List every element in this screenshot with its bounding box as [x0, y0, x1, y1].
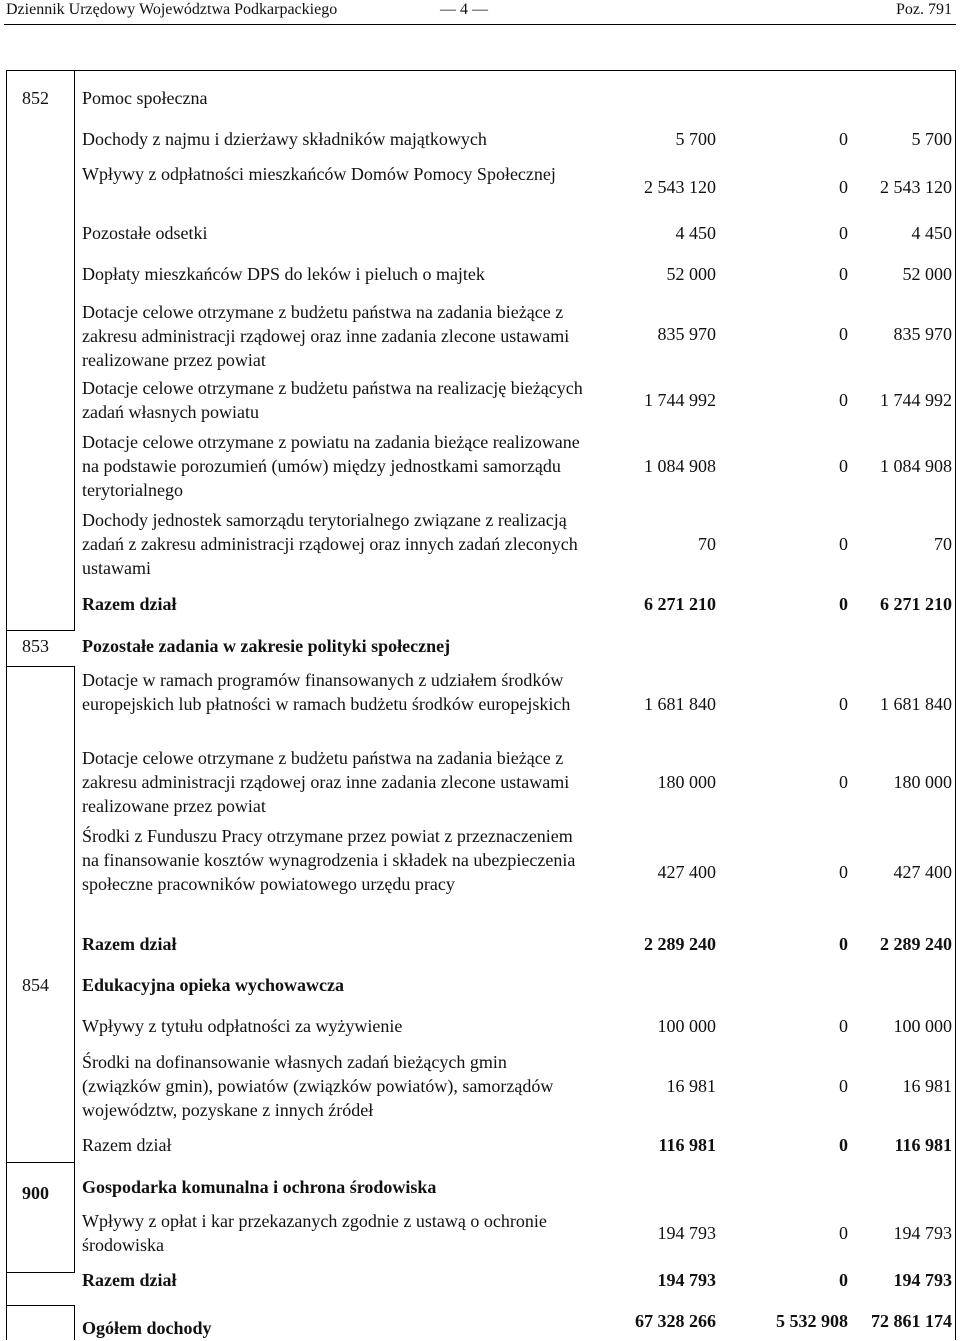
row-description: Środki na dofinansowanie własnych zadań bieżących gmin (związków gmin), powiatów (związków powiatów), samorządów województw, pozyskane z innych źródeł — [82, 1052, 554, 1120]
section-code: 853 — [22, 636, 49, 656]
row-description: Środki z Funduszu Pracy otrzymane przez powiat z przeznaczeniem na finansowanie kosztów wynagrodzenia i składek na ubezpieczenia społeczne pracowników powiatowego urzędu pracy — [82, 826, 576, 894]
grand-total-plan: 67 328 266 — [635, 1311, 716, 1331]
amount-after: 1 681 840 — [880, 694, 952, 714]
total-change: 0 — [839, 1270, 848, 1290]
amount-plan: 1 744 992 — [644, 390, 716, 410]
total-change: 0 — [839, 594, 848, 614]
total-plan: 194 793 — [657, 1270, 716, 1290]
row-description: Wpływy z opłat i kar przekazanych zgodnie z ustawą o ochronie środowiska — [82, 1211, 547, 1255]
total-label: Razem dział — [82, 934, 177, 954]
amount-change: 0 — [839, 264, 848, 284]
amount-plan: 5 700 — [675, 129, 716, 149]
table-left-border — [6, 70, 7, 1340]
code-column-divider — [74, 70, 75, 630]
amount-after: 1 084 908 — [880, 456, 952, 476]
amount-after: 835 970 — [893, 324, 952, 344]
row-description: Pozostałe odsetki — [82, 223, 208, 243]
row-description: Dotacje celowe otrzymane z budżetu państwa na zadania bieżące z zakresu administracji rządowej oraz inne zadania zlecone ustawami realizowane przez powiat — [82, 748, 570, 816]
total-plan: 6 271 210 — [644, 594, 716, 614]
section-title: Pomoc społeczna — [82, 88, 208, 108]
publication-title: Dziennik Urzędowy Województwa Podkarpackiego — [6, 1, 338, 18]
row-description: Dochody jednostek samorządu terytorialnego związane z realizacją zadań z zakresu administracji rządowej oraz innych zadań zleconych ustawami — [82, 510, 578, 578]
section-divider — [6, 630, 75, 631]
amount-plan: 1 681 840 — [644, 694, 716, 714]
total-after: 2 289 240 — [880, 934, 952, 954]
section-title: Pozostałe zadania w zakresie polityki społecznej — [82, 636, 451, 656]
grand-total-label: Ogółem dochody — [82, 1318, 212, 1338]
code-column-divider — [74, 666, 75, 1272]
amount-plan: 180 000 — [657, 772, 716, 792]
amount-change: 0 — [839, 1016, 848, 1036]
total-label: Razem dział — [82, 1135, 172, 1155]
amount-after: 1 744 992 — [880, 390, 952, 410]
section-divider — [6, 1162, 75, 1163]
total-change: 0 — [839, 934, 848, 954]
amount-change: 0 — [839, 390, 848, 410]
amount-after: 4 450 — [911, 223, 952, 243]
table-right-border — [955, 70, 956, 1340]
amount-plan: 427 400 — [657, 862, 716, 882]
grand-total-change: 5 532 908 — [776, 1311, 848, 1331]
amount-change: 0 — [839, 694, 848, 714]
amount-change: 0 — [839, 177, 848, 197]
amount-plan: 4 450 — [675, 223, 716, 243]
row-description: Wpływy z odpłatności mieszkańców Domów Pomocy Społecznej — [82, 164, 556, 184]
amount-change: 0 — [839, 534, 848, 554]
row-description: Dotacje celowe otrzymane z powiatu na zadania bieżące realizowane na podstawie porozumień (umów) między jednostkami samorządu terytorialnego — [82, 432, 580, 500]
amount-after: 16 981 — [902, 1076, 952, 1096]
amount-change: 0 — [839, 129, 848, 149]
page-number: — 4 — — [440, 1, 488, 18]
code-column-divider — [74, 1305, 75, 1340]
total-plan: 2 289 240 — [644, 934, 716, 954]
amount-plan: 70 — [698, 534, 716, 554]
row-description: Dotacje celowe otrzymane z budżetu państwa na zadania bieżące z zakresu administracji rządowej oraz inne zadania zlecone ustawami realizowane przez powiat — [82, 302, 570, 370]
amount-change: 0 — [839, 324, 848, 344]
amount-change: 0 — [839, 1223, 848, 1243]
total-plan: 116 981 — [658, 1135, 716, 1155]
amount-after: 5 700 — [911, 129, 952, 149]
total-label: Razem dział — [82, 594, 177, 614]
amount-plan: 1 084 908 — [644, 456, 716, 476]
amount-plan: 2 543 120 — [644, 177, 716, 197]
amount-after: 52 000 — [902, 264, 952, 284]
row-description: Dotacje w ramach programów finansowanych z udziałem środków europejskich lub płatności w ramach budżetu środków europejskich — [82, 670, 571, 714]
section-code: 900 — [22, 1183, 49, 1203]
amount-change: 0 — [839, 772, 848, 792]
section-code: 854 — [22, 975, 49, 995]
table-top-border — [6, 70, 956, 71]
row-description: Dochody z najmu i dzierżawy składników majątkowych — [82, 129, 487, 149]
section-title: Edukacyjna opieka wychowawcza — [82, 975, 345, 995]
total-after: 116 981 — [894, 1135, 952, 1155]
section-title: Gospodarka komunalna i ochrona środowiska — [82, 1177, 437, 1197]
row-description: Wpływy z tytułu odpłatności za wyżywienie — [82, 1016, 403, 1036]
page-header — [0, 0, 960, 24]
amount-plan: 100 000 — [657, 1016, 716, 1036]
amount-after: 180 000 — [893, 772, 952, 792]
section-code: 852 — [22, 88, 49, 108]
section-divider — [6, 1305, 75, 1306]
row-description: Dotacje celowe otrzymane z budżetu państwa na realizację bieżących zadań własnych powiatu — [82, 378, 583, 422]
amount-change: 0 — [839, 223, 848, 243]
amount-after: 427 400 — [893, 862, 952, 882]
row-description: Dopłaty mieszkańców DPS do leków i pieluch o majtek — [82, 264, 485, 284]
position-number: Poz. 791 — [896, 1, 952, 18]
amount-change: 0 — [839, 456, 848, 476]
amount-change: 0 — [839, 862, 848, 882]
amount-change: 0 — [839, 1076, 848, 1096]
total-after: 6 271 210 — [880, 594, 952, 614]
section-divider — [6, 666, 75, 667]
amount-plan: 835 970 — [657, 324, 716, 344]
total-label: Razem dział — [82, 1270, 177, 1290]
total-after: 194 793 — [893, 1270, 952, 1290]
amount-plan: 16 981 — [666, 1076, 716, 1096]
amount-plan: 52 000 — [666, 264, 716, 284]
amount-after: 70 — [934, 534, 952, 554]
amount-plan: 194 793 — [657, 1223, 716, 1243]
grand-total-after: 72 861 174 — [871, 1311, 952, 1331]
amount-after: 194 793 — [893, 1223, 952, 1243]
amount-after: 100 000 — [893, 1016, 952, 1036]
header-rule — [4, 24, 956, 25]
amount-after: 2 543 120 — [880, 177, 952, 197]
total-change: 0 — [839, 1135, 848, 1155]
section-divider — [6, 1272, 75, 1273]
